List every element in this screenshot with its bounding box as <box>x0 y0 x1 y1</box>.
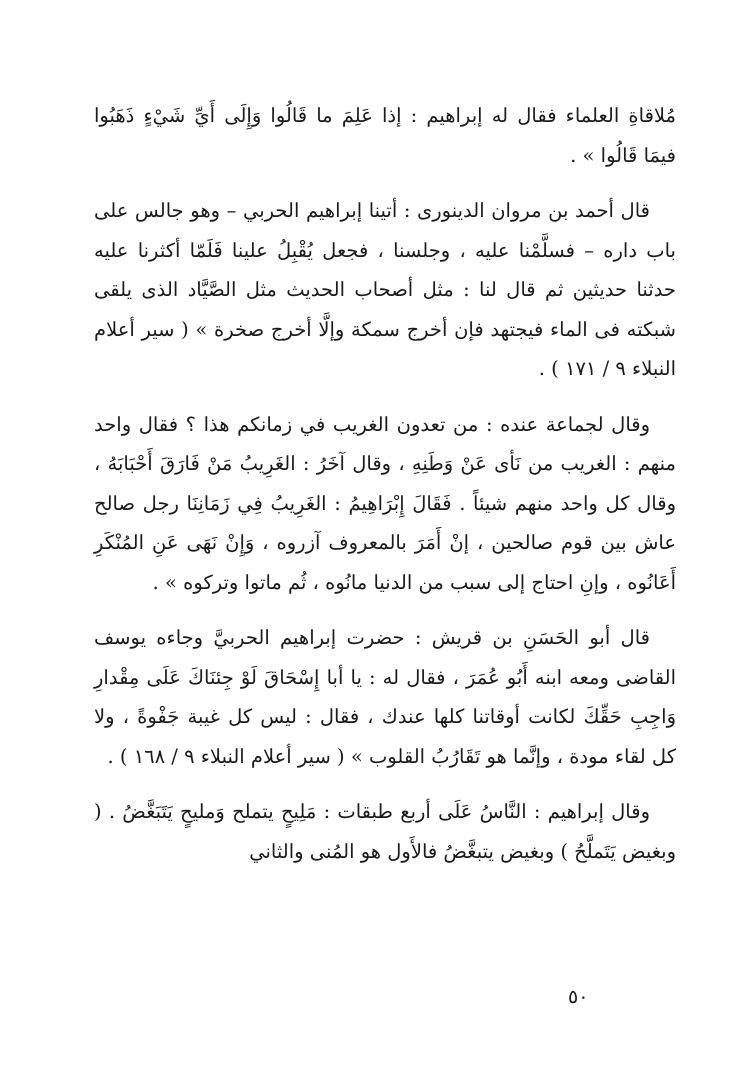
paragraph-1: مُلاقاةِ العلماء فقال له إبراهيم : إذا عَلِمَ ما قَالُوا وَإِلَى أَيِّ شَيْءٍ ذَهَبُوا فيمَا قَالُوا » . <box>94 104 676 167</box>
document-page <box>94 96 676 887</box>
paragraph-2: قال أحمد بن مروان الدينورى : أتينا إبراهيم الحربي – وهو جالس على باب داره – فسلَّمْنا عليه ، وجلسنا ، فجعل يُقْبِلُ علينا فَلَمّا أكثرنا عليه حدثنا حديثين ثم قال لنا : مثل أصحاب الحديث مثل الصَّيَّاد الذى يلقى شبكته فى الماء فيجتهد فإن أخرج سمكة وإلَّا أخرج صخرة » ( سير أعلام النبلاء ٩ / ١٧١ ) . <box>94 199 676 380</box>
paragraph-3: وقال لجماعة عنده : من تعدون الغريب في زمانكم هذا ؟ فقال واحد منهم : الغريب من نَأى عَنْ وَطَنِهِ ، وقال آخَرُ : الغَرِيبُ مَنْ فَارَقَ أَحْبَابَهُ ، وقال كل واحد منهم شيئاً . فَقَالَ إِبْرَاهِيمُ : الغَرِيبُ فِي زَمَانِنَا رجل صالح عاش بين قوم صالحين ، إنْ أَمَرَ بالمعروف آزروه ، وَإِنْ نَهَى عَنِ المُنْكَرِ أَعَانُوه ، وإنِ احتاج إلى سبب من الدنيا مانُوه ، ثُم ماتوا وتركوه » . <box>94 412 676 594</box>
paragraph-4: قال أبو الحَسَنِ بن قريش : حضرت إبراهيم الحربيَّ وجاءه يوسف القاضى ومعه ابنه أَبُو عُمَرَ ، فقال له : يا أبا إِسْحَاقَ لَوْ جِئنَاكَ عَلَى مِقْدارِ وَاجِبِ حَقِّكَ لكانت أوقاتنا كلها عندك ، فقال : ليس كل غيبة جَفْوةً ، ولا كل لقاء مودة ، وإنَّما هو تَقَارُبُ القلوب » ( سير أعلام النبلاء ٩ / ١٦٨ ) . <box>94 626 676 768</box>
paragraph-5: وقال إبراهيم : النَّاسُ عَلَى أربع طبقات : مَلِيحٍ يتملح وَمليحٍ يَتَبَغَّضُ . ( وبغيض يَتَملَّحُ ) وبغيض يتبغَّضُ فالأَول هو المُنى والثاني <box>94 800 676 863</box>
page-number: ٥٠ <box>568 986 589 1008</box>
